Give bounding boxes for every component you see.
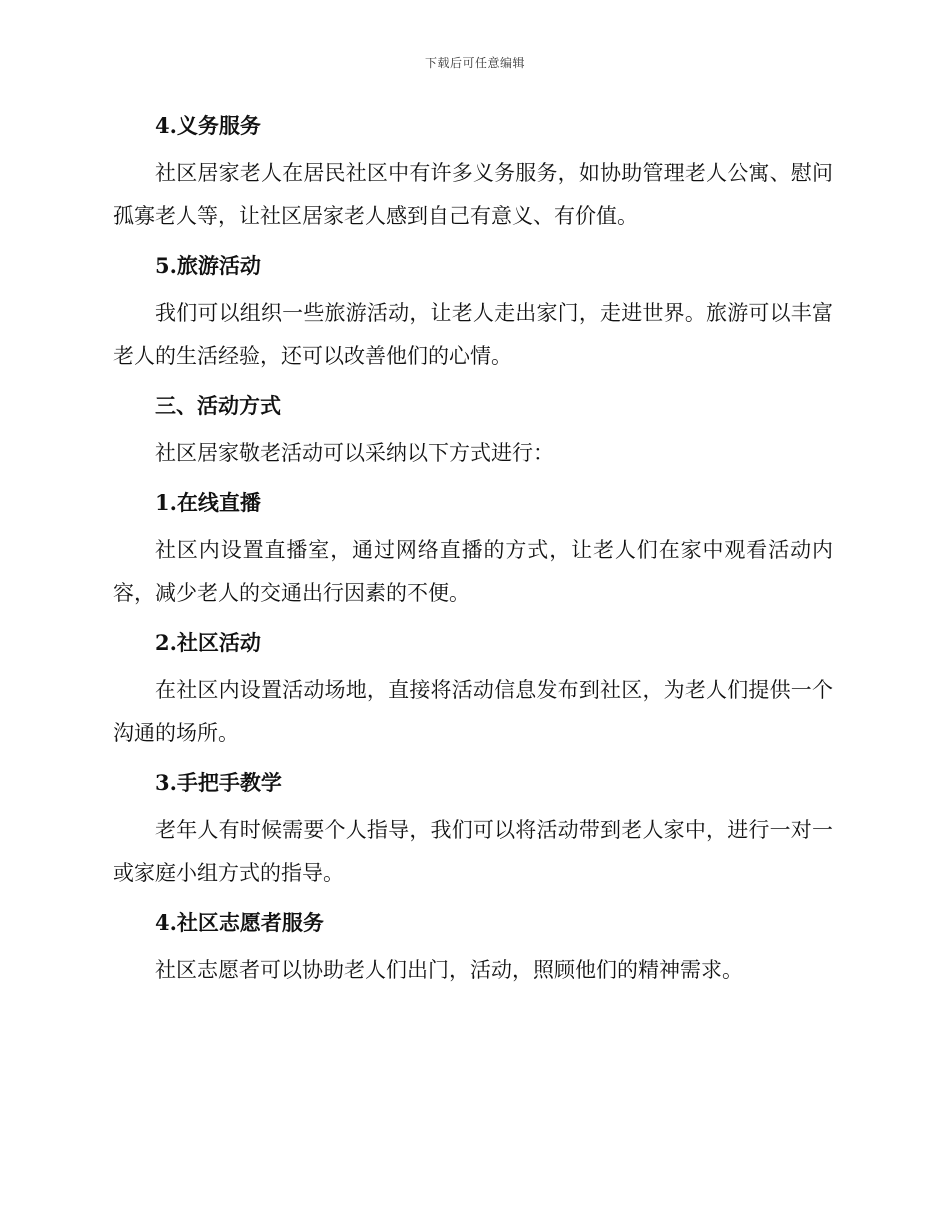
section-heading: 5.旅游活动 xyxy=(155,253,261,278)
body-paragraph: 我们可以组织一些旅游活动，让老人走出家门，走进世界。旅游可以丰富老人的生活经验，还可以改善他们的心情。 xyxy=(113,301,833,368)
body-paragraph: 社区内设置直播室，通过网络直播的方式，让老人们在家中观看活动内容，减少老人的交通出行因素的不便。 xyxy=(113,538,833,605)
body-paragraph: 老年人有时候需要个人指导，我们可以将活动带到老人家中，进行一对一或家庭小组方式的指导。 xyxy=(113,818,833,885)
section-heading: 3.手把手教学 xyxy=(155,770,282,795)
body-paragraph: 社区居家敬老活动可以采纳以下方式进行： xyxy=(155,441,554,465)
body-paragraph: 社区志愿者可以协助老人们出门，活动，照顾他们的精神需求。 xyxy=(155,958,743,982)
body-paragraph: 社区居家老人在居民社区中有许多义务服务，如协助管理老人公寓、慰问孤寡老人等，让社区居家老人感到自己有意义、有价值。 xyxy=(113,161,833,228)
document-body xyxy=(113,108,833,1002)
section-heading: 2.社区活动 xyxy=(155,630,261,655)
section-heading: 1.在线直播 xyxy=(155,490,261,515)
page-header: 下载后可任意编辑 xyxy=(424,56,525,70)
section-heading: 三、活动方式 xyxy=(155,393,281,418)
body-paragraph: 在社区内设置活动场地，直接将活动信息发布到社区，为老人们提供一个沟通的场所。 xyxy=(113,678,833,745)
section-heading: 4.社区志愿者服务 xyxy=(155,910,324,935)
section-heading: 4.义务服务 xyxy=(155,113,261,138)
